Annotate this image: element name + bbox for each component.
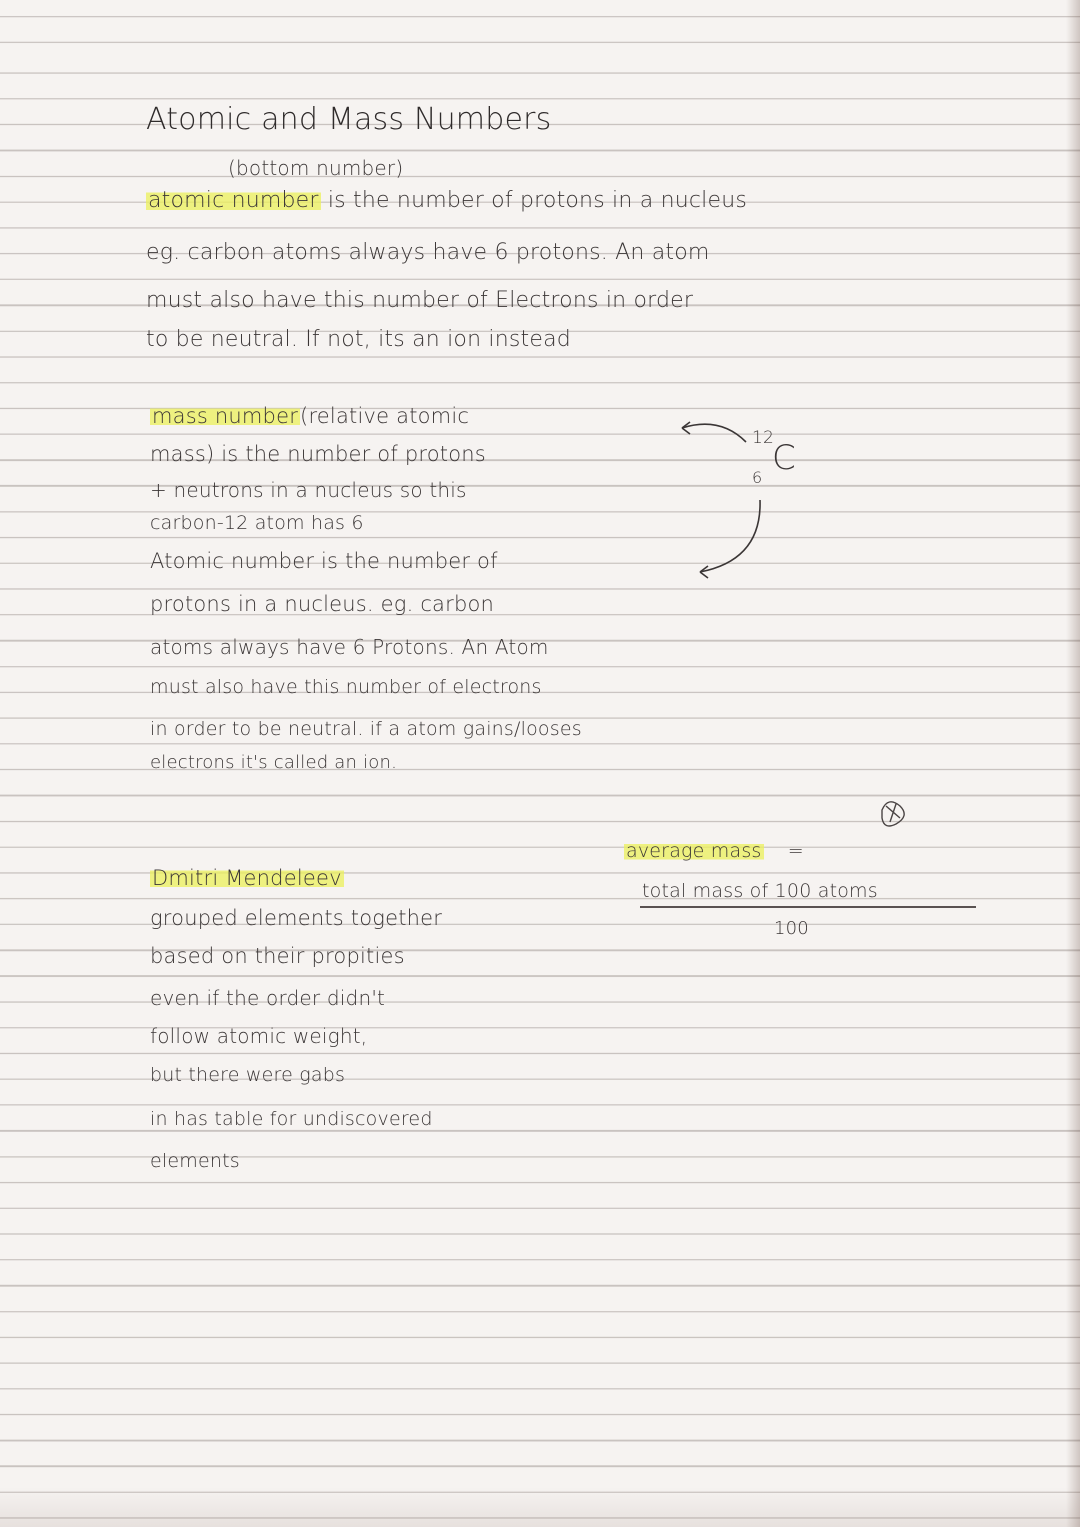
- section2-line4: carbon-12 atom has 6: [150, 512, 364, 534]
- average-mass-term: average mass: [626, 840, 762, 862]
- section1-line3: must also have this number of Electrons in order: [146, 288, 694, 313]
- formula-numerator: total mass of 100 atoms: [642, 880, 878, 902]
- arrow-from-atomic-number: [700, 500, 760, 572]
- section2-line3: + neutrons in a nucleus so this: [150, 478, 467, 502]
- equals-sign: =: [787, 840, 804, 862]
- mass-number-line1-rest: (relative atomic: [300, 404, 470, 428]
- arrow-to-mass-number: [682, 424, 746, 442]
- subtitle-note: (bottom number): [228, 156, 404, 180]
- arrow-head-top: [682, 422, 690, 434]
- section2-line6: protons in a nucleus. eg. carbon: [150, 592, 495, 616]
- element-symbol: C: [772, 438, 796, 478]
- mendeleev-heading: [150, 866, 344, 890]
- doodle-scribble: [882, 802, 904, 826]
- section3-line6: in has table for undiscovered: [150, 1108, 433, 1130]
- section3-line2: based on their propities: [150, 944, 405, 968]
- section1-line2: eg. carbon atoms always have 6 protons. An atom: [146, 240, 710, 265]
- page-title: Atomic and Mass Numbers: [146, 102, 552, 137]
- atomic-number-value: 6: [752, 468, 763, 487]
- section3-line7: elements: [150, 1150, 240, 1172]
- section2-line9: in order to be neutral. if a atom gains/looses: [150, 718, 582, 740]
- section2-line2: mass) is the number of protons: [150, 442, 486, 466]
- section3-line4: follow atomic weight,: [150, 1024, 368, 1048]
- section2-line5: Atomic number is the number of: [150, 549, 498, 573]
- section1-line4: to be neutral. If not, its an ion instead: [146, 327, 571, 352]
- mendeleev-name: Dmitri Mendeleev: [152, 866, 342, 890]
- average-mass-label: [624, 840, 804, 862]
- fraction-bar: [640, 906, 976, 908]
- section3-line3: even if the order didn't: [150, 986, 386, 1010]
- atomic-number-line1-rest: is the number of protons in a nucleus: [320, 188, 748, 213]
- section2-line7: atoms always have 6 Protons. An Atom: [150, 635, 549, 659]
- formula-denominator: 100: [774, 918, 809, 939]
- section2-line8: must also have this number of electrons: [150, 676, 542, 698]
- mass-number-value: 12: [752, 428, 775, 448]
- atomic-number-term: atomic number: [148, 188, 319, 213]
- section2-line10: electrons it's called an ion.: [150, 752, 397, 773]
- section3-line5: but there were gabs: [150, 1064, 346, 1086]
- mass-number-term: mass number: [152, 404, 299, 428]
- arrow-head-bottom: [700, 566, 708, 578]
- section3-line1: grouped elements together: [150, 906, 443, 930]
